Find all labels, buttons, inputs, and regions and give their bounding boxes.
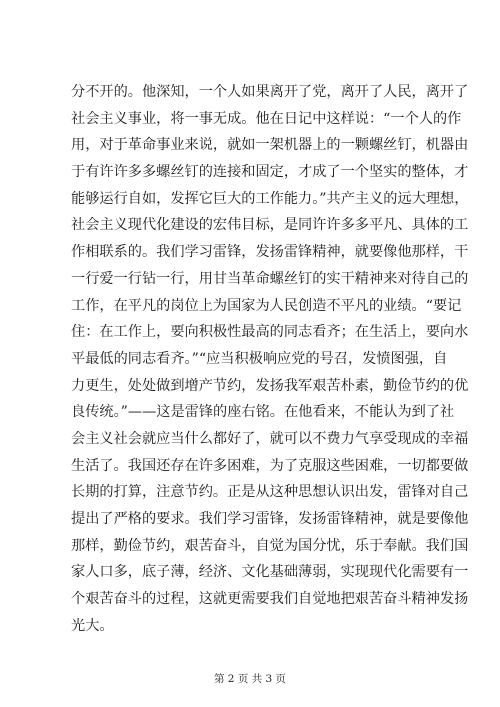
text-line: 工作，在平凡的岗位上为国家为人民创造不平凡的业绩。“要记 <box>71 297 462 314</box>
text-line: 社会主义事业，将一事无成。他在日记中这样说：“一个人的作 <box>71 110 462 127</box>
text-line: 用，对于革命事业来说，就如一架机器上的一颗螺丝钉，机器由 <box>71 137 469 154</box>
text-line-last: 光大。 <box>71 617 114 634</box>
text-line: 住：在工作上，要向积极性最高的同志看齐；在生活上，要向水 <box>71 324 469 341</box>
text-line: 分不开的。他深知，一个人如果离开了党，离开了人民，离开了 <box>71 84 469 100</box>
text-line: 一行爱一行钻一行，用甘当革命螺丝钉的实干精神来对待自己的 <box>71 270 469 287</box>
text-line: 作相联系的。我们学习雷锋，发扬雷锋精神，就要像他那样，干 <box>71 244 469 261</box>
text-line: 家人口多，底子薄，经济、文化基础薄弱，实现现代化需要有一 <box>71 564 469 581</box>
page-number-footer: 第 2 页 共 3 页 <box>213 673 287 685</box>
text-line: 生活了。我国还存在许多困难，为了克服这些困难，一切都要做 <box>71 457 469 474</box>
body-paragraph <box>71 79 469 639</box>
text-line: 个艰苦奋斗的过程，这就更需要我们自觉地把艰苦奋斗精神发扬 <box>71 591 469 608</box>
text-line: 那样，勤俭节约，艰苦奋斗，自觉为国分忧，乐于奉献。我们国 <box>71 537 469 554</box>
text-line: 力更生，处处做到增产节约，发扬我军艰苦朴素，勤俭节约的优 <box>71 377 469 394</box>
text-line: 能够运行自如，发挥它巨大的工作能力。”共产主义的远大理想， <box>71 190 469 207</box>
text-line: 平最低的同志看齐。”“应当积极响应党的号召，发愤图强，自 <box>71 350 448 367</box>
text-line: 良传统。”——这是雷锋的座右铭。在他看来，不能认为到了社 <box>71 404 455 421</box>
text-line: 于有许许多多螺丝钉的连接和固定，才成了一个坚实的整体，才 <box>71 164 469 181</box>
text-line: 社会主义现代化建设的宏伟目标，是同许许多多平凡、具体的工 <box>71 217 469 234</box>
text-line: 提出了严格的要求。我们学习雷锋，发扬雷锋精神，就是要像他 <box>71 511 469 527</box>
text-line: 会主义社会就应当什么都好了，就可以不费力气享受现成的幸福 <box>71 430 469 447</box>
text-line: 长期的打算，注意节约。正是从这种思想认识出发，雷锋对自己 <box>71 484 469 501</box>
